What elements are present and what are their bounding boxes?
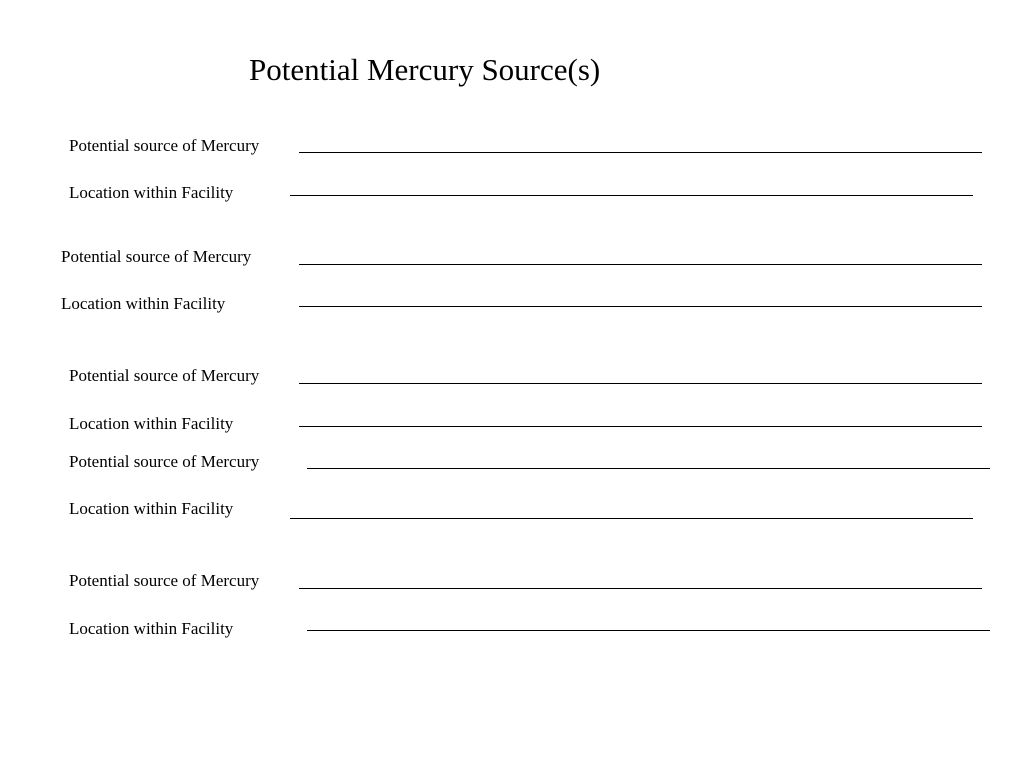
source-label: Potential source of Mercury	[61, 247, 252, 266]
source-label: Potential source of Mercury	[69, 571, 260, 590]
location-field[interactable]	[299, 426, 982, 427]
location-field[interactable]	[299, 306, 982, 307]
source-field[interactable]	[299, 383, 982, 384]
location-label: Location within Facility	[69, 414, 234, 433]
location-label: Location within Facility	[69, 619, 234, 638]
location-label: Location within Facility	[69, 499, 234, 518]
source-field[interactable]	[299, 152, 982, 153]
source-label: Potential source of Mercury	[69, 366, 260, 385]
page-title: Potential Mercury Source(s)	[249, 52, 601, 87]
location-field[interactable]	[290, 518, 973, 519]
location-field[interactable]	[307, 630, 990, 631]
location-label: Location within Facility	[69, 183, 234, 202]
source-label: Potential source of Mercury	[69, 136, 260, 155]
source-field[interactable]	[307, 468, 990, 469]
source-field[interactable]	[299, 588, 982, 589]
source-label: Potential source of Mercury	[69, 452, 260, 471]
location-field[interactable]	[290, 195, 973, 196]
source-field[interactable]	[299, 264, 982, 265]
location-label: Location within Facility	[61, 294, 226, 313]
